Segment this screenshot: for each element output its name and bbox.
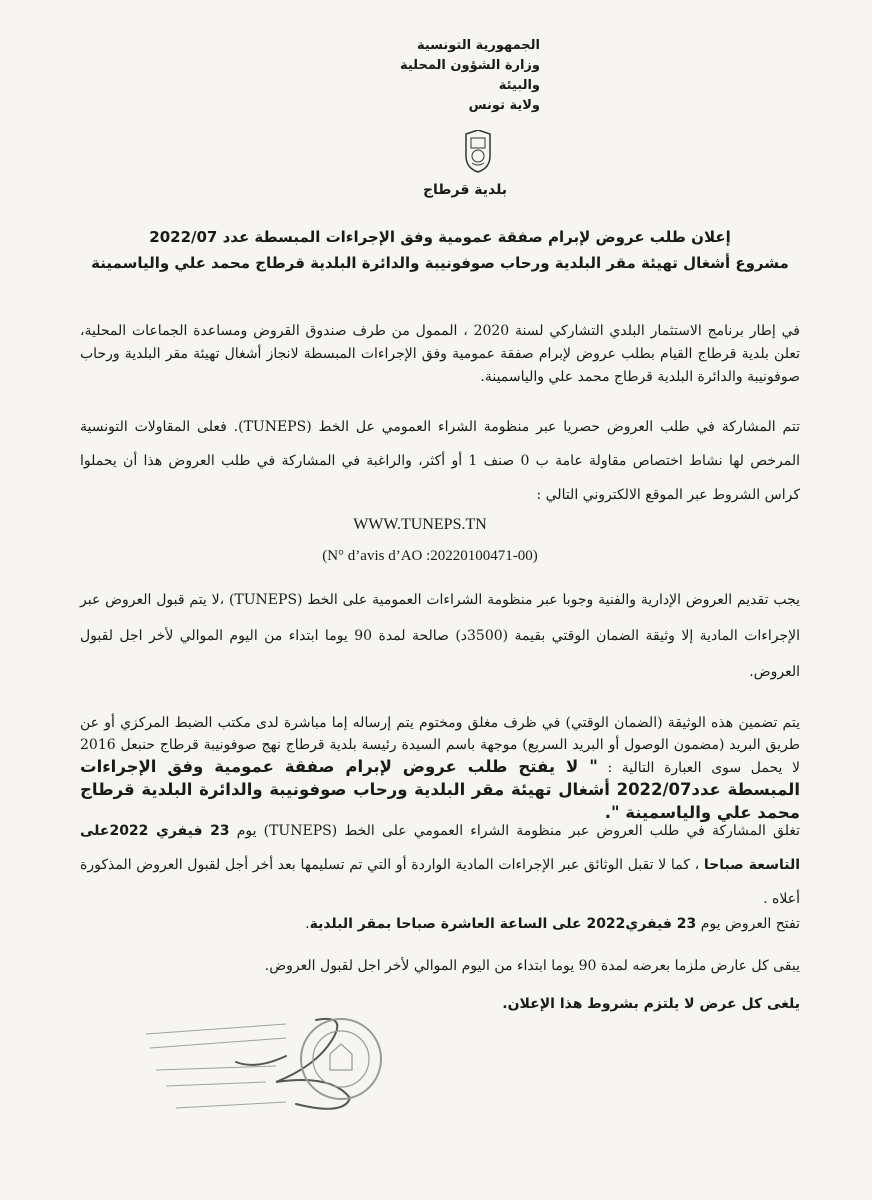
paragraph-deadline: [80, 814, 800, 916]
tuneps-url: WWW.TUNEPS.TN: [353, 516, 487, 533]
deadline-date: 23 فيفري 2022على التاسعة صباحا: [80, 823, 800, 873]
deadline-text: تغلق المشاركة في طلب العروض عبر منظومة الشراء العمومي على الخط (TUNEPS) يوم: [229, 823, 800, 839]
letterhead: [360, 36, 540, 116]
envelope-inscription: " لا يفتح طلب عروض لإبرام صفقة عمومية وفق الإجراءات المبسطة عدد2022/07 أشغال تهيئة مقر البلدية ورحاب صوفونيبة والدائرة البلدية قرطاج محمد علي والياسمينة ".: [80, 757, 800, 822]
opening-text: تفتح العروض يوم: [696, 916, 800, 932]
project-title: مشروع أشغال تهيئة مقر البلدية ورحاب صوفونيبة والدائرة البلدية قرطاج محمد علي والياسمينة: [91, 254, 789, 272]
paragraph-context: في إطار برنامج الاستثمار البلدي التشاركي لسنة 2020 ، الممول من طرف صندوق القروض ومساعدة الجماعات المحلية، تعلن بلدية قرطاج القيام بطلب عروض لإبرام صفقة عمومية وفق الإجراءات المبسطة لانجاز أشغال تهيئة مقر البلدية ورحاب صوفونيبة والدائرة البلدية قرطاج محمد علي والياسمينة.: [80, 323, 800, 385]
validity-line: يبقى كل عارض ملزما بعرضه لمدة 90 يوما ابتداء من اليوم الموالي لأخر اجل لقبول العروض.: [264, 958, 800, 974]
opening-line: تفتح العروض يوم 23 فيفري2022 على الساعة العاشرة صباحا بمقر البلدية.: [305, 916, 800, 932]
official-seal-icon: [296, 1014, 386, 1104]
republic-name: الجمهورية التونسية: [416, 38, 540, 53]
opening-date: 23 فيفري2022 على الساعة العاشرة صباحا بمقر البلدية: [309, 916, 697, 932]
cancellation-line: يلغى كل عرض لا يلتزم بشروط هذا الإعلان.: [502, 996, 800, 1012]
municipal-emblem-icon: [460, 130, 496, 174]
municipality-name: بلدية قرطاج: [422, 182, 508, 198]
notice-number: (N° d’avis d’AO :20220100471-00): [322, 548, 538, 564]
guarantee-instructions: يتم تضمين هذه الوثيقة (الضمان الوقتي) في ظرف مغلق ومختوم يتم إرساله إما مباشرة لدى مكتب الضبط المركزي أو عن طريق البريد (مضمون الوصول أو البريد السريع) موجهة باسم السيدة رئيسة بلدية قرطاج نهج صوفونيبة قرطاج حنبعل 2016 لا يحمل سوى العبارة التالية :: [80, 715, 800, 776]
announcement-title: إعلان طلب عروض لإبرام صفقة عمومية وفق الإجراءات المبسطة عدد 2022/07: [149, 228, 731, 246]
paragraph-submission: يجب تقديم العروض الإدارية والفنية وجوبا عبر منظومة الشراءات العمومية على الخط (TUNEPS) ،لا يتم قبول العروض عبر الإجراءات المادية إلا وثيقة الضمان الوقتي بقيمة (3500د) صالحة لمدة 90 يوما ابتداء من اليوم الموالي لأخر اجل لقبول العروض.: [80, 592, 800, 680]
governorate-name: ولاية تونس: [468, 98, 540, 113]
ministry-name: وزارة الشؤون المحلية والبيئة: [399, 58, 540, 93]
paragraph-guarantee: [80, 712, 800, 825]
deadline-rest: ، كما لا تقبل الوثائق عبر الإجراءات المادية الواردة أو التي تم تسليمها بعد أخر أجل لقبول العروض المذكورة أعلاه .: [80, 857, 800, 907]
paragraph-participation: تتم المشاركة في طلب العروض حصريا عبر منظومة الشراء العمومي عل الخط (TUNEPS). فعلى المقاولات التونسية المرخص لها نشاط اختصاص مقاولة عامة ب 0 صنف 1 أو أكثر، والراغبة في المشاركة في طلب العروض هذا أن يحملوا كراس الشروط عبر الموقع الالكتروني التالي :: [80, 419, 800, 503]
